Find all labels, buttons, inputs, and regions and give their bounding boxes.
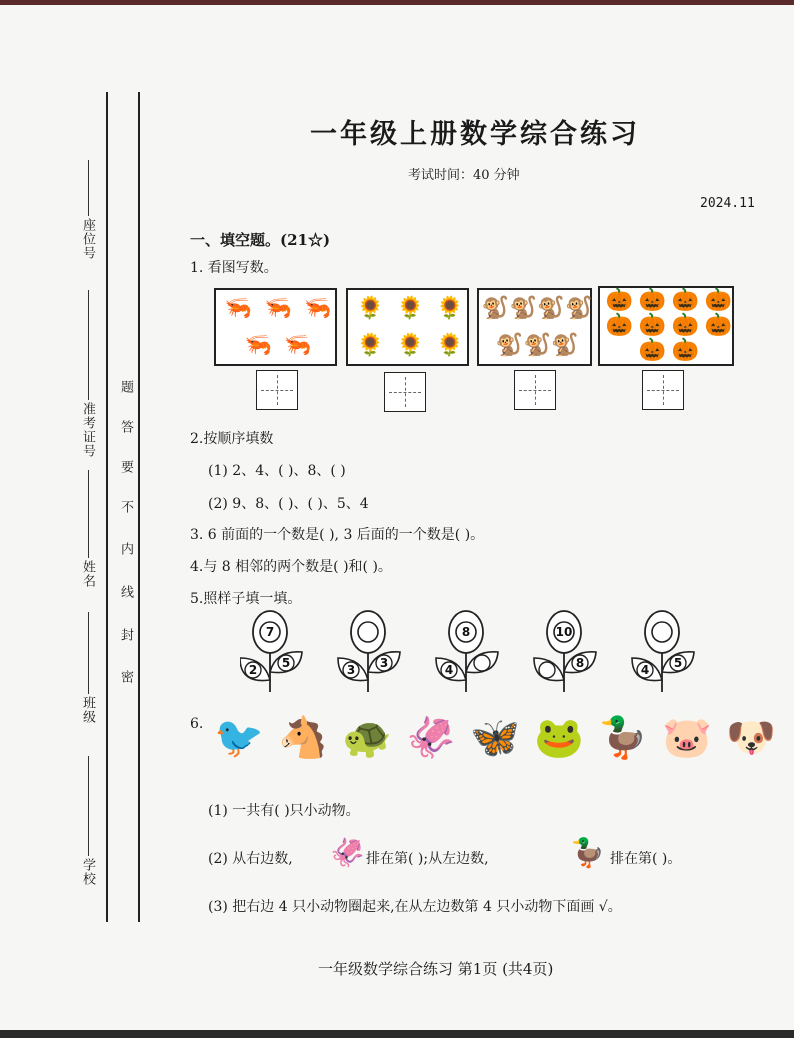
shrimp-icon: 🦐 bbox=[304, 295, 332, 321]
seat-blank bbox=[88, 160, 89, 216]
binding-line-right bbox=[138, 92, 140, 922]
flower-left-number: 4 bbox=[640, 663, 650, 677]
q6-sub2-c: 排在第( )。 bbox=[610, 851, 682, 867]
sunflower-icon: 🌻 bbox=[436, 295, 464, 321]
q1-label: 1. 看图写数。 bbox=[190, 260, 278, 276]
sunflower-icon: 🌻 bbox=[396, 332, 424, 358]
exam-date: 2024.11 bbox=[700, 196, 755, 211]
name-blank bbox=[88, 470, 89, 558]
flower-top-number: 8 bbox=[461, 625, 471, 639]
pumpkin-icon: 🎃 bbox=[638, 338, 666, 364]
q2-label: 2.按顺序填数 bbox=[190, 431, 274, 447]
number-flower bbox=[338, 611, 400, 692]
frog-icon: 🐸 bbox=[534, 715, 584, 761]
seahorse-icon: 🦑 bbox=[330, 836, 365, 869]
monkey-icon: 🐒 bbox=[523, 332, 551, 358]
pumpkin-icon: 🎃 bbox=[704, 313, 732, 338]
flower-top-number: 10 bbox=[555, 625, 573, 639]
scan-bottom-edge bbox=[0, 1030, 794, 1038]
bird-icon: 🐦 bbox=[214, 715, 264, 761]
seahorse-icon: 🦑 bbox=[406, 715, 456, 761]
q2-line1: (1) 2、4、( )、8、( ) bbox=[208, 463, 346, 479]
shrimp-icon: 🦐 bbox=[224, 295, 253, 321]
admission-label: 准考证号 bbox=[80, 402, 95, 458]
name-label: 姓名 bbox=[80, 560, 95, 588]
school-blank bbox=[88, 756, 89, 856]
sunflower-icon: 🌻 bbox=[436, 332, 464, 358]
flower-right-number: 8 bbox=[575, 656, 585, 670]
picture-box-monkey bbox=[477, 288, 592, 366]
flower-left-number: 2 bbox=[248, 663, 258, 677]
school-label: 学校 bbox=[80, 858, 95, 886]
seal-char: 密 bbox=[118, 670, 133, 684]
pumpkin-icon: 🎃 bbox=[638, 313, 666, 338]
horse-icon: 🐴 bbox=[278, 715, 328, 761]
sunflower-icon: 🌻 bbox=[356, 295, 385, 321]
flower-left-number: 3 bbox=[346, 663, 356, 677]
monkey-icon: 🐒 bbox=[537, 295, 565, 321]
answer-box[interactable] bbox=[256, 370, 298, 410]
duck-icon: 🦆 bbox=[598, 715, 648, 761]
q6-sub3: (3) 把右边 4 只小动物圈起来,在从左边数第 4 只小动物下面画 √。 bbox=[208, 899, 622, 915]
pumpkin-icon: 🎃 bbox=[704, 287, 732, 313]
answer-box[interactable] bbox=[514, 370, 556, 410]
exam-time: 考试时间：40 分钟 bbox=[408, 168, 520, 183]
number-flower bbox=[436, 611, 498, 692]
shrimp-icon: 🦐 bbox=[244, 332, 273, 358]
q4-text: 4.与 8 相邻的两个数是( )和( )。 bbox=[190, 559, 392, 575]
number-flower bbox=[534, 611, 596, 692]
q3-text: 3. 6 前面的一个数是( ), 3 后面的一个数是( )。 bbox=[190, 527, 485, 543]
page-title: 一年级上册数学综合练习 bbox=[310, 119, 640, 150]
section-heading: 一、填空题。(21☆) bbox=[190, 231, 331, 249]
seal-char: 答 bbox=[118, 420, 133, 434]
q6-sub2-b: 排在第( );从左边数, bbox=[366, 851, 489, 867]
seal-char: 题 bbox=[118, 380, 133, 394]
class-label: 班级 bbox=[80, 696, 95, 724]
monkey-icon: 🐒 bbox=[565, 295, 593, 321]
sunflower-icon: 🌻 bbox=[356, 332, 385, 358]
picture-box-sunflower bbox=[346, 288, 469, 366]
scan-top-edge bbox=[0, 0, 794, 5]
dog-icon: 🐶 bbox=[726, 715, 776, 761]
binding-line-left bbox=[106, 92, 108, 922]
pumpkin-icon: 🎃 bbox=[671, 287, 699, 313]
answer-box[interactable] bbox=[642, 370, 684, 410]
flower-right-number: 3 bbox=[379, 656, 389, 670]
flower-left-number: 4 bbox=[444, 663, 454, 677]
seal-char: 线 bbox=[118, 585, 133, 599]
pumpkin-icon: 🎃 bbox=[671, 313, 699, 338]
q6-sub2-a: (2) 从右边数, bbox=[208, 851, 293, 867]
seal-char: 不 bbox=[118, 500, 133, 514]
sunflower-icon: 🌻 bbox=[396, 295, 424, 321]
monkey-icon: 🐒 bbox=[551, 332, 579, 358]
pig-icon: 🐷 bbox=[662, 715, 712, 761]
turtle-icon: 🐢 bbox=[342, 715, 392, 761]
seal-char: 内 bbox=[118, 542, 133, 556]
q6-sub1: (1) 一共有( )只小动物。 bbox=[208, 803, 360, 819]
pumpkin-icon: 🎃 bbox=[605, 287, 633, 313]
shrimp-icon: 🦐 bbox=[284, 332, 312, 358]
class-blank bbox=[88, 612, 89, 694]
q5-label: 5.照样子填一填。 bbox=[190, 591, 302, 607]
q2-line2: (2) 9、8、( )、( )、5、4 bbox=[208, 496, 369, 512]
seal-char: 封 bbox=[118, 628, 133, 642]
picture-box-pumpkin bbox=[598, 286, 734, 366]
flower-top-number: 7 bbox=[265, 625, 275, 639]
monkey-icon: 🐒 bbox=[481, 295, 510, 321]
q6-label: 6. bbox=[190, 716, 204, 732]
seal-char: 要 bbox=[118, 460, 133, 474]
monkey-icon: 🐒 bbox=[509, 295, 538, 321]
flower-row bbox=[240, 610, 710, 696]
admission-blank bbox=[88, 290, 89, 400]
number-flower bbox=[632, 611, 694, 692]
number-flower bbox=[240, 611, 302, 692]
seat-label: 座位号 bbox=[80, 218, 95, 260]
shrimp-icon: 🦐 bbox=[264, 295, 292, 321]
answer-box[interactable] bbox=[384, 372, 426, 412]
pumpkin-icon: 🎃 bbox=[605, 313, 633, 338]
pumpkin-icon: 🎃 bbox=[638, 287, 666, 313]
pumpkin-icon: 🎃 bbox=[671, 338, 699, 364]
picture-box-shrimp bbox=[214, 288, 337, 366]
flower-right-number: 5 bbox=[673, 656, 683, 670]
monkey-icon: 🐒 bbox=[495, 332, 524, 358]
page-footer: 一年级数学综合练习 第1页 (共4页) bbox=[318, 960, 554, 978]
dragonfly-icon: 🦋 bbox=[470, 715, 520, 761]
duck-icon: 🦆 bbox=[570, 836, 605, 869]
flower-right-number: 5 bbox=[281, 656, 291, 670]
animal-row bbox=[208, 708, 778, 768]
